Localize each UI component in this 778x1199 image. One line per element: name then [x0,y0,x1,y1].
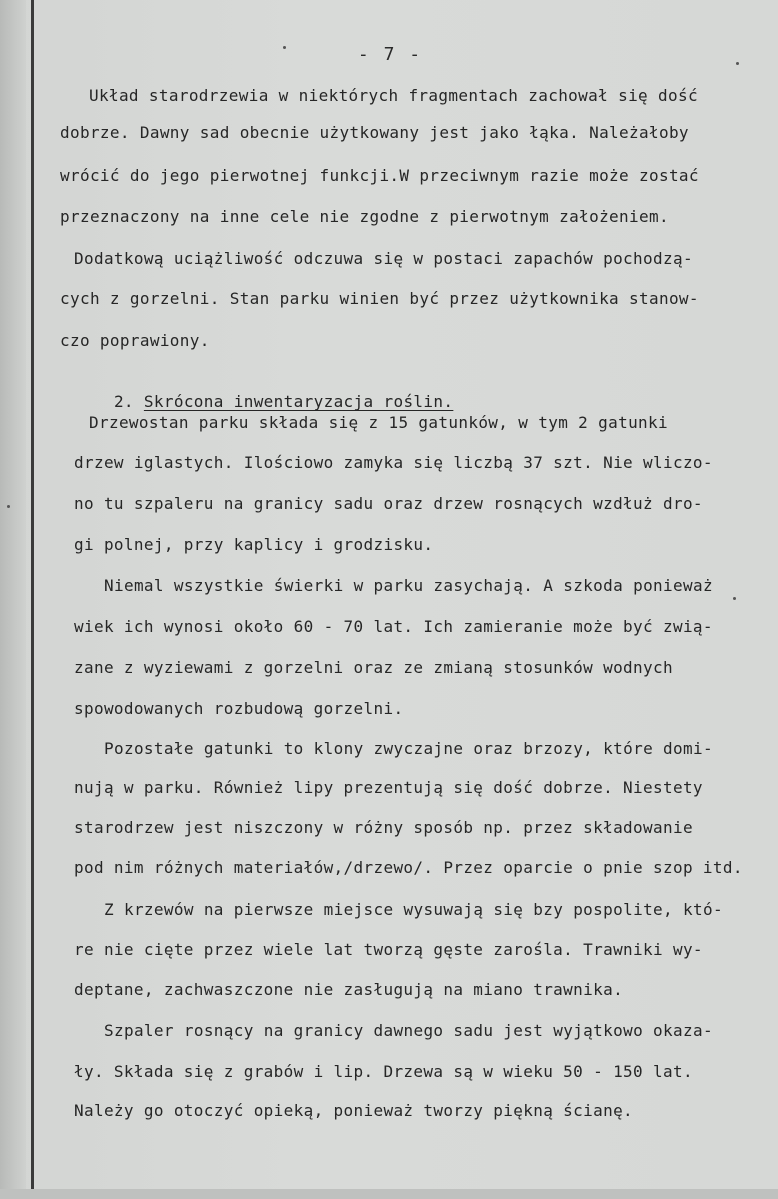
text-line: Pozostałe gatunki to klony zwyczajne oraz brzozy, które domi- [104,739,713,758]
text-line: pod nim różnych materiałów,/drzewo/. Przez oparcie o pnie szop itd. [74,858,743,877]
bottom-edge [0,1189,778,1199]
text-line: dobrze. Dawny sad obecnie użytkowany jest jako łąka. Należałoby [60,123,689,142]
text-line: Należy go otoczyć opieką, ponieważ tworzy piękną ścianę. [74,1101,634,1120]
text-line: Szpaler rosnący na granicy dawnego sadu jest wyjątkowo okaza- [104,1021,713,1040]
paper-speck [283,46,286,49]
page-number: - 7 - [357,44,423,65]
paper-speck [7,505,10,508]
text-line: deptane, zachwaszczone nie zasługują na miano trawnika. [74,980,624,999]
paper-speck [736,62,739,65]
section-number: 2. [113,392,134,411]
paper-speck [733,597,736,600]
text-line: Drzewostan parku składa się z 15 gatunków, w tym 2 gatunki [89,413,669,432]
text-line: cych z gorzelni. Stan parku winien być przez użytkownika stanow- [60,289,699,308]
text-line: spowodowanych rozbudową gorzelni. [74,699,404,718]
text-line: ły. Składa się z grabów i lip. Drzewa są w wieku 50 - 150 lat. [74,1062,693,1081]
text-line: przeznaczony na inne cele nie zgodne z pierwotnym założeniem. [60,207,669,226]
text-line: zane z wyziewami z gorzelni oraz ze zmianą stosunków wodnych [74,658,673,677]
text-line: czo poprawiony. [60,331,210,350]
text-line: nują w parku. Również lipy prezentują się dość dobrze. Niestety [74,778,703,797]
page-edge-line [31,0,34,1199]
text-line: Układ starodrzewia w niektórych fragmentach zachował się dość [89,86,698,105]
text-line: Dodatkową uciążliwość odczuwa się w postaci zapachów pochodzą- [74,249,693,268]
text-line: gi polnej, przy kaplicy i grodzisku. [74,535,434,554]
text-line: no tu szpaleru na granicy sadu oraz drzew rosnących wzdłuż dro- [74,494,703,513]
section-title: Skrócona inwentaryzacja roślin. [143,392,454,411]
text-line: drzew iglastych. Ilościowo zamyka się liczbą 37 szt. Nie wliczo- [74,453,713,472]
text-line: re nie cięte przez wiele lat tworzą gęste zarośla. Trawniki wy- [74,940,703,959]
text-line: Z krzewów na pierwsze miejsce wysuwają się bzy pospolite, któ- [104,900,723,919]
text-line: starodrzew jest niszczony w różny sposób np. przez składowanie [74,818,693,837]
text-line: wiek ich wynosi około 60 - 70 lat. Ich zamieranie może być zwią- [74,617,713,636]
text-line: wrócić do jego pierwotnej funkcji.W przeciwnym razie może zostać [60,166,699,185]
text-line: Niemal wszystkie świerki w parku zasychają. A szkoda ponieważ [104,576,713,595]
binding-edge [0,0,26,1199]
